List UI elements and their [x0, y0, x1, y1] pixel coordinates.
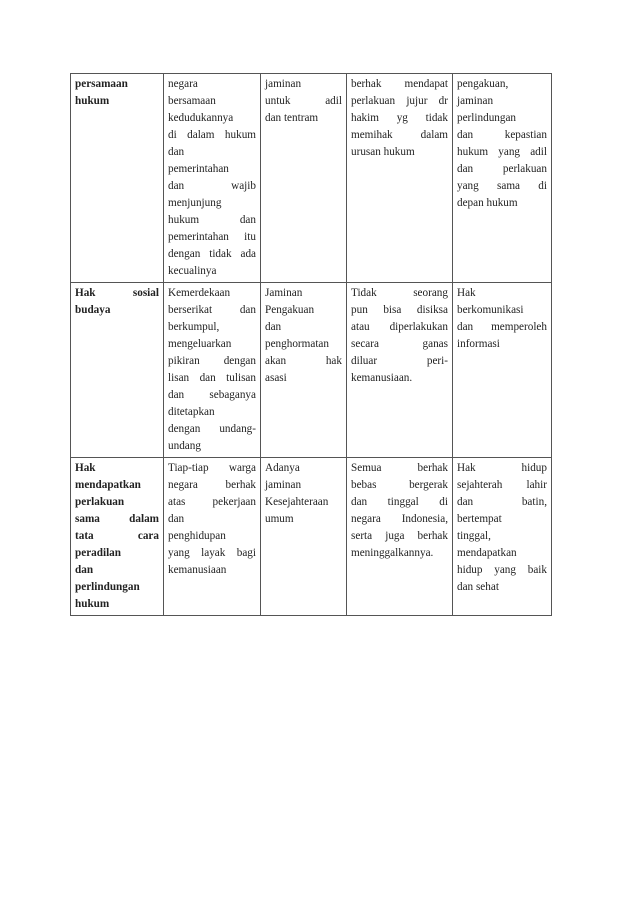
cell-text-line: Tidak seorang	[351, 287, 448, 299]
cell-text-line: sejahterah lahir	[457, 479, 547, 491]
cell-text-line: hukum	[75, 598, 110, 610]
cell-text-line: Jaminan	[265, 287, 303, 299]
cell-text-line: negara	[168, 78, 198, 90]
cell-text-line: tata cara	[75, 530, 159, 542]
cell-text-line: perlakuan	[75, 496, 125, 508]
cell-text-line: perlindungan	[457, 112, 517, 124]
cell-text-line: depan hukum	[457, 197, 518, 209]
cell-text-line: jaminan	[265, 78, 302, 90]
table-row	[71, 74, 552, 283]
table-cell	[261, 74, 347, 283]
cell-text-line: Kesejahteraan	[265, 496, 329, 508]
cell-text-line: Kemerdekaan	[168, 287, 231, 299]
cell-text-line: mengeluarkan	[168, 338, 232, 350]
cell-text-line: dan	[265, 321, 282, 333]
cell-text-line: informasi	[457, 338, 500, 350]
table-cell	[453, 283, 552, 458]
cell-text-line: ditetapkan	[168, 406, 215, 418]
cell-text-line: pemerintahan itu	[168, 231, 256, 243]
cell-text-line: jaminan	[457, 95, 494, 107]
cell-text-line: budaya	[75, 304, 111, 316]
table-cell	[347, 74, 453, 283]
row-header-cell	[71, 74, 164, 283]
cell-text-line: negara berhak	[168, 479, 256, 491]
rights-table	[70, 73, 552, 616]
cell-text-line: bersamaan	[168, 95, 216, 107]
table-cell	[347, 458, 453, 616]
cell-text-line: pengakuan,	[457, 78, 509, 90]
cell-text-line: penghormatan	[265, 338, 329, 350]
cell-text-line: kecualinya	[168, 265, 217, 277]
cell-text-line: hidup yang baik	[457, 564, 547, 576]
cell-text-line: perlakuan jujur dr	[351, 95, 448, 107]
cell-text-line: urusan hukum	[351, 146, 415, 158]
cell-text-line: atau diperlakukan	[351, 321, 448, 333]
cell-text-line: Hak hidup	[457, 462, 547, 474]
table-cell	[164, 458, 261, 616]
cell-text-line: penghidupan	[168, 530, 226, 542]
cell-text-line: bertempat	[457, 513, 502, 525]
row-header-cell	[71, 283, 164, 458]
cell-text-line: negara Indonesia,	[351, 513, 448, 525]
cell-text-line: dan perlakuan	[457, 163, 547, 175]
cell-text-line: asasi	[265, 372, 287, 384]
cell-text-line: untuk adil	[265, 95, 342, 107]
cell-text-line: diluar peri-	[351, 355, 448, 367]
cell-text-line: dan tinggal di	[351, 496, 448, 508]
table-cell	[164, 283, 261, 458]
cell-text-line: dan sebaganya	[168, 389, 256, 401]
cell-text-line: Hak	[457, 287, 476, 299]
cell-text-line: serta juga berhak	[351, 530, 448, 542]
cell-text-line: dan	[168, 513, 185, 525]
table-row	[71, 283, 552, 458]
cell-text-line: hukum	[75, 95, 110, 107]
cell-text-line: persamaan	[75, 78, 128, 90]
cell-text-line: pikiran dengan	[168, 355, 256, 367]
cell-text-line: pemerintahan	[168, 163, 229, 175]
cell-text-line: hukum yang adil	[457, 146, 547, 158]
table-cell	[261, 458, 347, 616]
cell-text-line: jaminan	[265, 479, 302, 491]
cell-text-line: berkomunikasi	[457, 304, 524, 316]
cell-text-line: dan batin,	[457, 496, 547, 508]
cell-text-line: berhak mendapat	[351, 78, 448, 90]
cell-text-line: memihak dalam	[351, 129, 448, 141]
cell-text-line: umum	[265, 513, 294, 525]
cell-text-line: dan	[75, 564, 94, 576]
cell-text-line: meninggalkannya.	[351, 547, 434, 559]
cell-text-line: Tiap-tiap warga	[168, 462, 256, 474]
table-cell	[453, 458, 552, 616]
cell-text-line: perlindungan	[75, 581, 140, 593]
cell-text-line: mendapatkan	[75, 479, 141, 491]
cell-text-line: Semua berhak	[351, 462, 448, 474]
cell-text-line: dan tentram	[265, 112, 319, 124]
table-cell	[453, 74, 552, 283]
table-cell	[261, 283, 347, 458]
cell-text-line: Adanya	[265, 462, 300, 474]
cell-text-line: menjunjung	[168, 197, 222, 209]
cell-text-line: dan wajib	[168, 180, 256, 192]
cell-text-line: dengan undang-	[168, 423, 256, 435]
table-cell	[347, 283, 453, 458]
cell-text-line: hakim yg tidak	[351, 112, 448, 124]
cell-text-line: dengan tidak ada	[168, 248, 256, 260]
cell-text-line: hukum dan	[168, 214, 256, 226]
cell-text-line: berserikat dan	[168, 304, 256, 316]
cell-text-line: atas pekerjaan	[168, 496, 256, 508]
cell-text-line: mendapatkan	[457, 547, 517, 559]
cell-text-line: kedudukannya	[168, 112, 234, 124]
cell-text-line: berkumpul,	[168, 321, 220, 333]
cell-text-line: secara ganas	[351, 338, 448, 350]
cell-text-line: lisan dan tulisan	[168, 372, 256, 384]
cell-text-line: undang	[168, 440, 201, 452]
cell-text-line: pun bisa disiksa	[351, 304, 448, 316]
cell-text-line: tinggal,	[457, 530, 491, 542]
cell-text-line: kemanusiaan	[168, 564, 227, 576]
cell-text-line: Hak	[75, 462, 96, 474]
cell-text-line: kemanusiaan.	[351, 372, 413, 384]
cell-text-line: dan	[168, 146, 185, 158]
cell-text-line: peradilan	[75, 547, 122, 559]
cell-text-line: dan memperoleh	[457, 321, 547, 333]
row-header-cell	[71, 458, 164, 616]
cell-text-line: bebas bergerak	[351, 479, 448, 491]
cell-text-line: dan kepastian	[457, 129, 547, 141]
rights-table-body	[71, 74, 552, 616]
cell-text-line: sama dalam	[75, 513, 159, 525]
cell-text-line: yang sama di	[457, 180, 547, 192]
cell-text-line: dan sehat	[457, 581, 499, 593]
cell-text-line: akan hak	[265, 355, 342, 367]
cell-text-line: Pengakuan	[265, 304, 315, 316]
cell-text-line: yang layak bagi	[168, 547, 256, 559]
cell-text-line: di dalam hukum	[168, 129, 256, 141]
cell-text-line: Hak sosial	[75, 287, 159, 299]
table-cell	[164, 74, 261, 283]
table-row	[71, 458, 552, 616]
